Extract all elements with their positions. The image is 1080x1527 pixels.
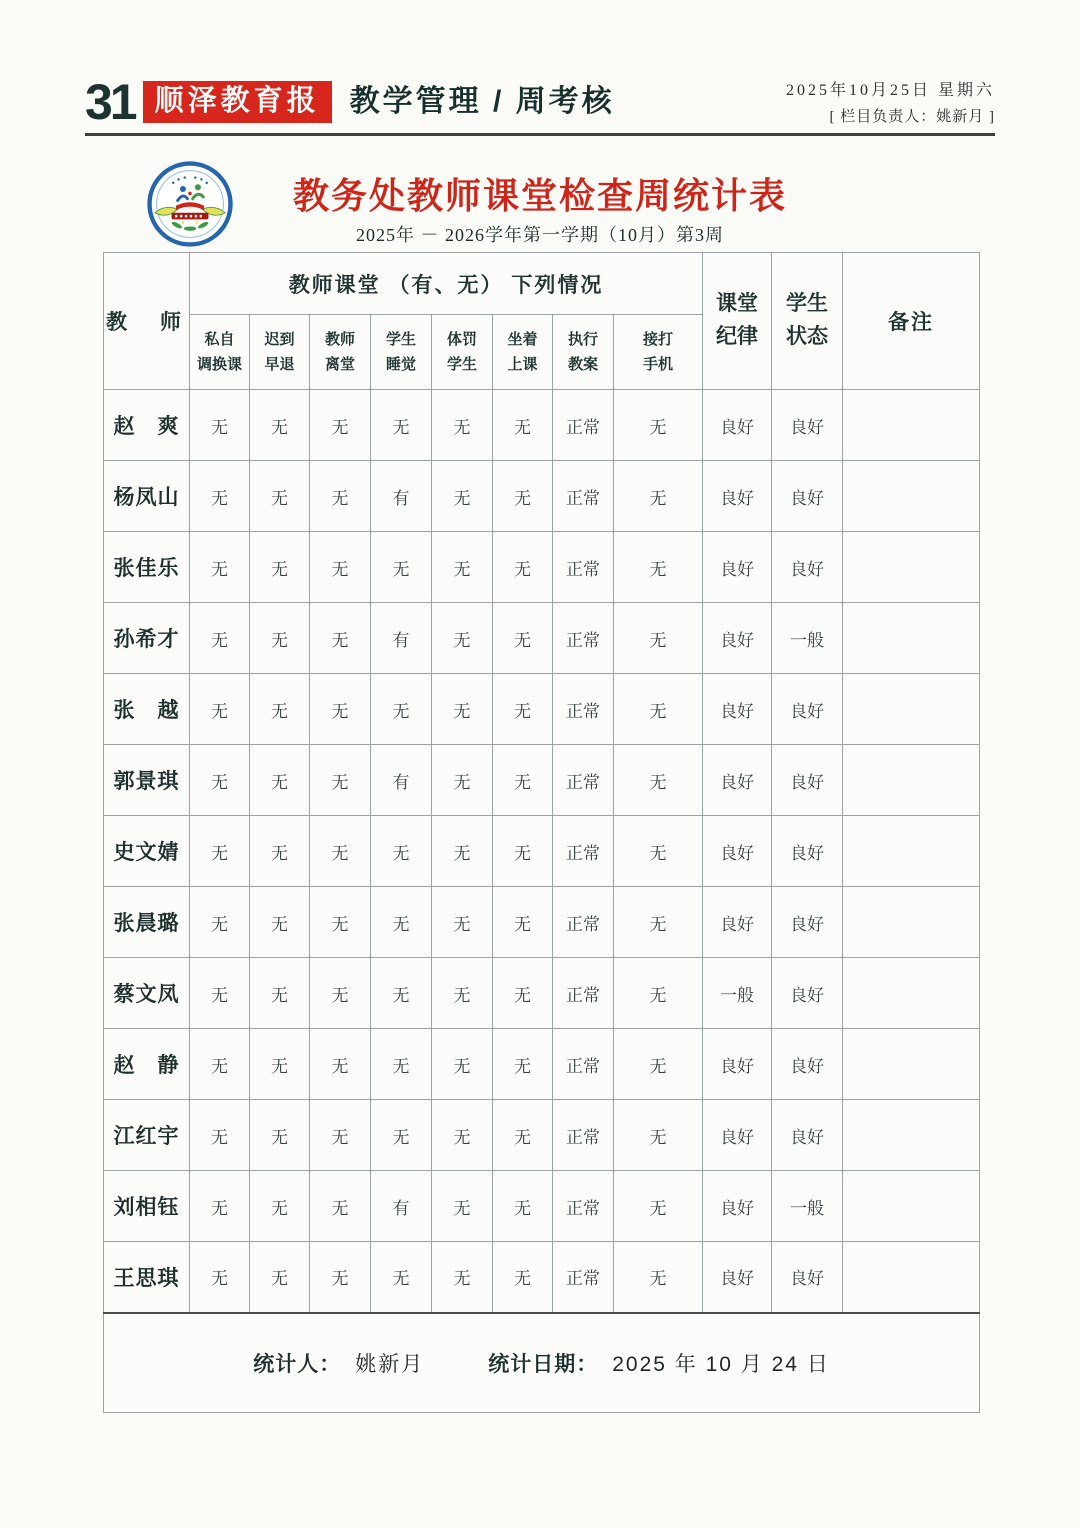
- check-value: 无: [614, 1100, 703, 1171]
- check-value: 无: [190, 461, 250, 532]
- check-value: 无: [432, 816, 493, 887]
- check-value: 无: [250, 461, 310, 532]
- student-state-value: 良好: [772, 1029, 843, 1100]
- check-value: 无: [250, 745, 310, 816]
- check-value: 正常: [553, 603, 614, 674]
- check-value: 无: [190, 1242, 250, 1313]
- check-value: 无: [432, 532, 493, 603]
- check-value: 无: [190, 674, 250, 745]
- check-value: 无: [190, 1171, 250, 1242]
- check-value: 无: [250, 1029, 310, 1100]
- discipline-value: 良好: [703, 1029, 772, 1100]
- brand-banner: 顺泽教育报: [143, 81, 332, 123]
- teacher-column-header: 教 师: [104, 253, 190, 390]
- table-row: [104, 887, 980, 958]
- check-value: 无: [310, 532, 371, 603]
- check-value: 无: [371, 390, 432, 461]
- check-value: 无: [310, 1029, 371, 1100]
- remark-value: [843, 816, 980, 887]
- check-value: 无: [371, 1029, 432, 1100]
- check-value: 无: [493, 674, 553, 745]
- check-value: 无: [371, 532, 432, 603]
- check-value: 无: [371, 958, 432, 1029]
- teacher-name: 赵 爽: [104, 390, 190, 461]
- remark-column-header: 备注: [843, 253, 980, 390]
- check-value: 无: [310, 1171, 371, 1242]
- student-state-value: 良好: [772, 1100, 843, 1171]
- remark-value: [843, 674, 980, 745]
- check-value: 无: [310, 461, 371, 532]
- check-value: 无: [310, 745, 371, 816]
- check-value: 无: [190, 1100, 250, 1171]
- discipline-value: 良好: [703, 532, 772, 603]
- check-value: 有: [371, 1171, 432, 1242]
- check-value: 无: [493, 1242, 553, 1313]
- state-column-header: [772, 253, 843, 390]
- state-header-line2: 状态: [786, 325, 829, 348]
- check-value: 无: [493, 958, 553, 1029]
- check-value: 无: [310, 603, 371, 674]
- subheader-sitting: 坐着 上课: [493, 315, 553, 390]
- remark-value: [843, 1242, 980, 1313]
- check-value: 有: [371, 745, 432, 816]
- discipline-column-header: [703, 253, 772, 390]
- check-value: 无: [250, 603, 310, 674]
- check-value: 正常: [553, 887, 614, 958]
- check-value: 无: [190, 816, 250, 887]
- check-value: 无: [614, 816, 703, 887]
- inspection-table: [103, 252, 980, 1413]
- teacher-name: 孙希才: [104, 603, 190, 674]
- discipline-value: 一般: [703, 958, 772, 1029]
- student-state-value: 一般: [772, 603, 843, 674]
- check-value: 无: [493, 1029, 553, 1100]
- subheader-student-sleep: 学生 睡觉: [371, 315, 432, 390]
- teacher-name: 赵 静: [104, 1029, 190, 1100]
- student-state-value: 一般: [772, 1171, 843, 1242]
- check-value: 无: [432, 461, 493, 532]
- check-value: 有: [371, 603, 432, 674]
- check-value: 无: [371, 1100, 432, 1171]
- table-row: [104, 1029, 980, 1100]
- check-value: 正常: [553, 1242, 614, 1313]
- check-value: 无: [250, 1100, 310, 1171]
- table-body: [104, 390, 980, 1313]
- check-value: 无: [432, 1171, 493, 1242]
- check-value: 无: [432, 745, 493, 816]
- discipline-value: 良好: [703, 816, 772, 887]
- subheader-phone: 接打 手机: [614, 315, 703, 390]
- check-value: 无: [493, 461, 553, 532]
- student-state-value: 良好: [772, 532, 843, 603]
- table-row: [104, 532, 980, 603]
- discipline-value: 良好: [703, 1100, 772, 1171]
- student-state-value: 良好: [772, 745, 843, 816]
- discipline-header-line2: 纪律: [716, 325, 759, 348]
- check-value: 无: [250, 958, 310, 1029]
- table-row: [104, 674, 980, 745]
- document-title: 教务处教师课堂检查周统计表: [292, 175, 787, 216]
- remark-value: [843, 958, 980, 1029]
- check-value: 无: [432, 1100, 493, 1171]
- check-value: 无: [614, 461, 703, 532]
- check-value: 有: [371, 461, 432, 532]
- discipline-value: 良好: [703, 603, 772, 674]
- check-value: 无: [250, 532, 310, 603]
- statistician-label: 统计人：: [253, 1352, 342, 1376]
- table-footer-cell: [104, 1313, 980, 1413]
- student-state-value: 良好: [772, 390, 843, 461]
- teacher-name: 江红宇: [104, 1100, 190, 1171]
- teacher-name: 王思琪: [104, 1242, 190, 1313]
- check-value: 正常: [553, 958, 614, 1029]
- check-value: 无: [310, 674, 371, 745]
- check-value: 无: [371, 674, 432, 745]
- check-value: 无: [493, 1100, 553, 1171]
- check-value: 无: [432, 603, 493, 674]
- student-state-value: 良好: [772, 461, 843, 532]
- student-state-value: 良好: [772, 1242, 843, 1313]
- masthead-right: [786, 77, 995, 126]
- check-value: 无: [371, 887, 432, 958]
- discipline-value: 良好: [703, 674, 772, 745]
- header-row-top: [104, 253, 980, 315]
- remark-value: [843, 532, 980, 603]
- check-value: 无: [614, 745, 703, 816]
- check-value: 无: [310, 1242, 371, 1313]
- table-footer-row: [104, 1313, 980, 1413]
- student-state-value: 良好: [772, 674, 843, 745]
- statistician-name: 姚新月: [355, 1352, 425, 1376]
- check-value: 无: [250, 887, 310, 958]
- check-value: 无: [493, 816, 553, 887]
- check-value: 无: [493, 603, 553, 674]
- check-value: 正常: [553, 816, 614, 887]
- section-title: 教学管理 / 周考核: [349, 84, 615, 118]
- check-value: 无: [432, 674, 493, 745]
- stat-date-group: [488, 1348, 830, 1378]
- remark-value: [843, 887, 980, 958]
- table-row: [104, 1171, 980, 1242]
- check-value: 无: [250, 390, 310, 461]
- check-value: 无: [250, 1242, 310, 1313]
- check-value: 无: [190, 390, 250, 461]
- check-value: 无: [493, 887, 553, 958]
- check-value: 正常: [553, 674, 614, 745]
- check-value: 无: [371, 1242, 432, 1313]
- remark-value: [843, 461, 980, 532]
- teacher-name: 张佳乐: [104, 532, 190, 603]
- check-value: 无: [432, 1242, 493, 1313]
- check-value: 无: [493, 390, 553, 461]
- check-value: 无: [493, 745, 553, 816]
- check-value: 无: [310, 958, 371, 1029]
- table-row: [104, 745, 980, 816]
- table-row: [104, 1100, 980, 1171]
- check-value: 无: [250, 674, 310, 745]
- table-row: [104, 958, 980, 1029]
- check-value: 正常: [553, 1100, 614, 1171]
- statistician-group: [253, 1348, 424, 1378]
- remark-value: [843, 1171, 980, 1242]
- table-header: [104, 253, 980, 390]
- check-value: 无: [614, 603, 703, 674]
- stat-date-value: 2025 年 10 月 24 日: [612, 1352, 830, 1376]
- check-value: 无: [371, 816, 432, 887]
- table-row: [104, 390, 980, 461]
- student-state-value: 良好: [772, 958, 843, 1029]
- discipline-value: 良好: [703, 461, 772, 532]
- check-value: 无: [493, 1171, 553, 1242]
- check-value: 无: [614, 1029, 703, 1100]
- remark-value: [843, 745, 980, 816]
- discipline-value: 良好: [703, 1171, 772, 1242]
- check-value: 正常: [553, 1029, 614, 1100]
- check-value: 无: [310, 390, 371, 461]
- check-value: 无: [614, 390, 703, 461]
- table-row: [104, 461, 980, 532]
- teacher-name: 史文婧: [104, 816, 190, 887]
- check-value: 正常: [553, 461, 614, 532]
- check-value: 无: [614, 887, 703, 958]
- student-state-value: 良好: [772, 887, 843, 958]
- document-subtitle: 2025年 － 2026学年第一学期（10月）第3周: [356, 225, 724, 245]
- subheader-lesson-plan: 执行 教案: [553, 315, 614, 390]
- check-value: 正常: [553, 532, 614, 603]
- remark-value: [843, 1029, 980, 1100]
- check-value: 无: [493, 532, 553, 603]
- check-value: 无: [250, 816, 310, 887]
- check-value: 无: [190, 887, 250, 958]
- teacher-name: 张晨璐: [104, 887, 190, 958]
- check-value: 正常: [553, 1171, 614, 1242]
- discipline-value: 良好: [703, 745, 772, 816]
- check-value: 无: [432, 1029, 493, 1100]
- discipline-value: 良好: [703, 1242, 772, 1313]
- table-row: [104, 1242, 980, 1313]
- state-header-line1: 学生: [786, 292, 829, 316]
- check-value: 无: [190, 958, 250, 1029]
- remark-value: [843, 603, 980, 674]
- check-value: 无: [190, 532, 250, 603]
- teacher-name: 刘相钰: [104, 1171, 190, 1242]
- check-value: 无: [310, 1100, 371, 1171]
- stat-date-label: 统计日期：: [488, 1352, 599, 1376]
- discipline-value: 良好: [703, 390, 772, 461]
- masthead: [85, 70, 995, 136]
- remark-value: [843, 390, 980, 461]
- check-value: 无: [614, 1171, 703, 1242]
- check-value: 无: [432, 958, 493, 1029]
- check-value: 无: [190, 745, 250, 816]
- teacher-name: 张 越: [104, 674, 190, 745]
- subheader-punishment: 体罚 学生: [432, 315, 493, 390]
- student-state-value: 良好: [772, 816, 843, 887]
- check-value: 无: [614, 958, 703, 1029]
- subheader-teacher-absent: 教师 离堂: [310, 315, 371, 390]
- check-value: 无: [310, 816, 371, 887]
- subheader-late-leave: 迟到 早退: [250, 315, 310, 390]
- discipline-value: 良好: [703, 887, 772, 958]
- subheader-swap-class: 私自 调换课: [190, 315, 250, 390]
- check-value: 无: [614, 532, 703, 603]
- check-value: 无: [614, 1242, 703, 1313]
- check-value: 无: [190, 1029, 250, 1100]
- table-row: [104, 603, 980, 674]
- table-row: [104, 816, 980, 887]
- remark-value: [843, 1100, 980, 1171]
- check-value: 正常: [553, 745, 614, 816]
- issue-date: 2025年10月25日 星期六: [785, 82, 995, 99]
- editor-note: [ 栏目负责人：姚新月 ]: [829, 109, 995, 125]
- teacher-name: 蔡文凤: [104, 958, 190, 1029]
- teacher-name: 杨凤山: [104, 461, 190, 532]
- check-value: 无: [614, 674, 703, 745]
- check-value: 无: [190, 603, 250, 674]
- check-value: 无: [432, 887, 493, 958]
- teacher-name: 郭景琪: [104, 745, 190, 816]
- check-value: 无: [250, 1171, 310, 1242]
- check-value: 无: [310, 887, 371, 958]
- discipline-header-line1: 课堂: [716, 292, 759, 316]
- check-value: 无: [432, 390, 493, 461]
- page-number: 31: [85, 73, 135, 130]
- check-value: 正常: [553, 390, 614, 461]
- group-column-header: 教师课堂 （有、无） 下列情况: [190, 253, 703, 315]
